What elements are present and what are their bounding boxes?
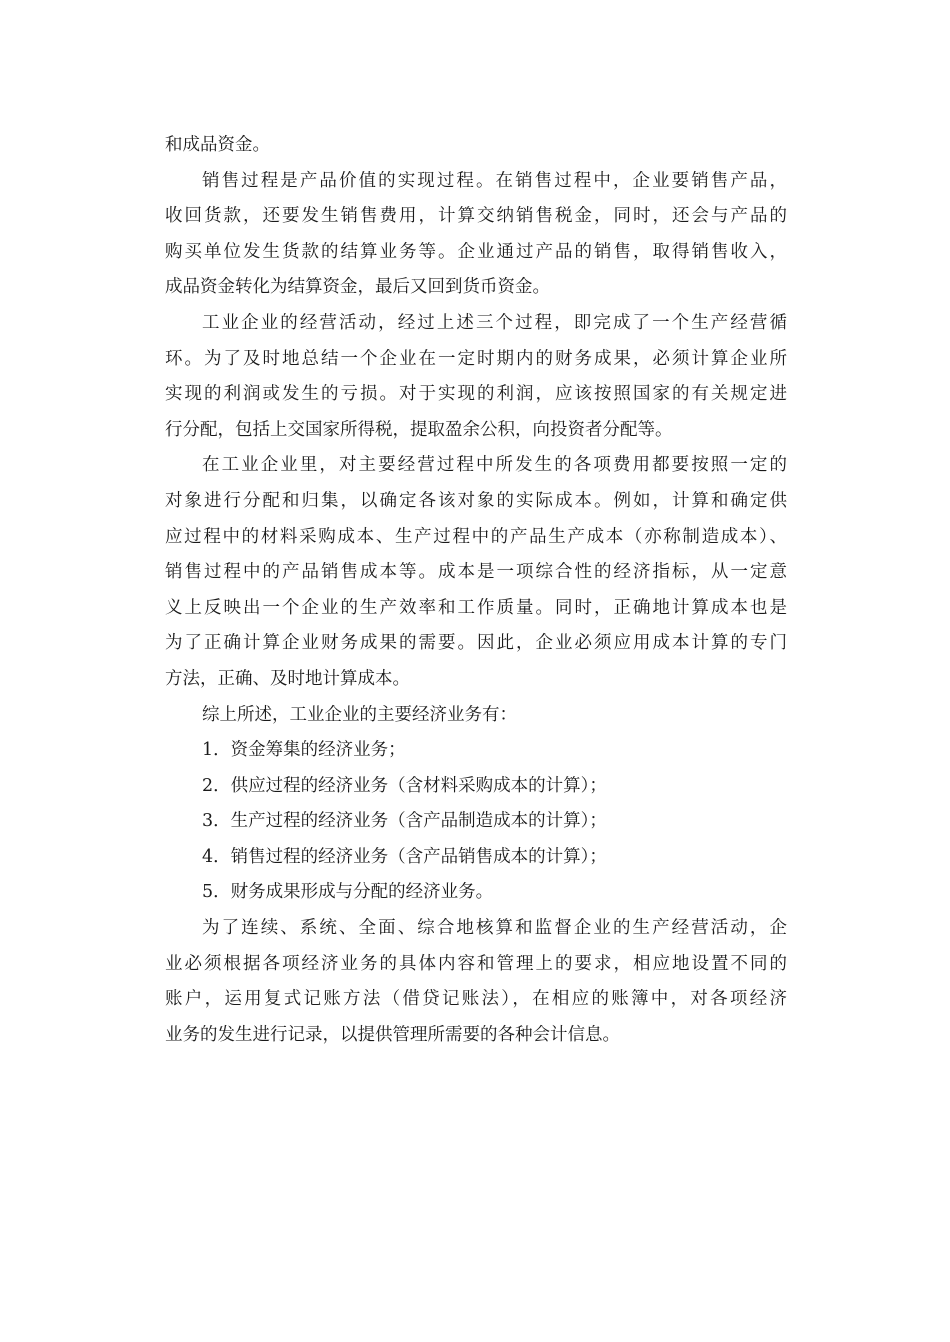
- text-line: 实现的利润或发生的亏损。对于实现的利润，应该按照国家的有关规定进: [165, 384, 787, 405]
- text-line: 对象进行分配和归集，以确定各该对象的实际成本。例如，计算和确定供: [165, 490, 787, 511]
- text-line: 业务的发生进行记录，以提供管理所需要的各种会计信息。: [165, 1024, 620, 1045]
- paragraph-first-line: 为了连续、系统、全面、综合地核算和监督企业的生产经营活动，企: [202, 918, 787, 939]
- text-line: 账户，运用复式记账方法（借贷记账法），在相应的账簿中，对各项经济: [165, 989, 787, 1010]
- paragraph-first-line: 综上所述，工业企业的主要经济业务有：: [202, 704, 517, 725]
- paragraph-first-line: 工业企业的经营活动，经过上述三个过程，即完成了一个生产经营循: [202, 312, 787, 333]
- list-item: 5．财务成果形成与分配的经济业务。: [202, 882, 494, 903]
- text-line: 业必须根据各项经济业务的具体内容和管理上的要求，相应地设置不同的: [165, 953, 787, 974]
- paragraph-first-line: 在工业企业里，对主要经营过程中所发生的各项费用都要按照一定的: [202, 455, 787, 476]
- text-line: 购买单位发生货款的结算业务等。企业通过产品的销售，取得销售收入，: [165, 241, 787, 262]
- body-text: [165, 128, 787, 1053]
- text-line: 和成品资金。: [165, 135, 270, 155]
- text-line: 环。为了及时地总结一个企业在一定时期内的财务成果，必须计算企业所: [165, 348, 787, 369]
- text-line: 义上反映出一个企业的生产效率和工作质量。同时，正确地计算成本也是: [165, 597, 787, 618]
- list-item: 4．销售过程的经济业务（含产品销售成本的计算）；: [202, 846, 607, 867]
- text-line: 为了正确计算企业财务成果的需要。因此，企业必须应用成本计算的专门: [165, 633, 787, 654]
- text-line: 销售过程中的产品销售成本等。成本是一项综合性的经济指标，从一定意: [165, 562, 787, 583]
- text-line: 成品资金转化为结算资金，最后又回到货币资金。: [165, 277, 550, 298]
- text-line: 行分配，包括上交国家所得税，提取盈余公积，向投资者分配等。: [165, 419, 673, 440]
- list-item: 1．资金筹集的经济业务；: [202, 740, 406, 761]
- list-item: 2．供应过程的经济业务（含材料采购成本的计算）；: [202, 775, 607, 796]
- text-line: 收回货款，还要发生销售费用，计算交纳销售税金，同时，还会与产品的: [165, 206, 787, 227]
- list-item: 3．生产过程的经济业务（含产品制造成本的计算）；: [202, 811, 607, 832]
- paragraph-first-line: 销售过程是产品价值的实现过程。在销售过程中，企业要销售产品，: [202, 170, 787, 191]
- text-line: 方法，正确、及时地计算成本。: [165, 668, 410, 689]
- text-line: 应过程中的材料采购成本、生产过程中的产品生产成本（亦称制造成本）、: [165, 526, 787, 547]
